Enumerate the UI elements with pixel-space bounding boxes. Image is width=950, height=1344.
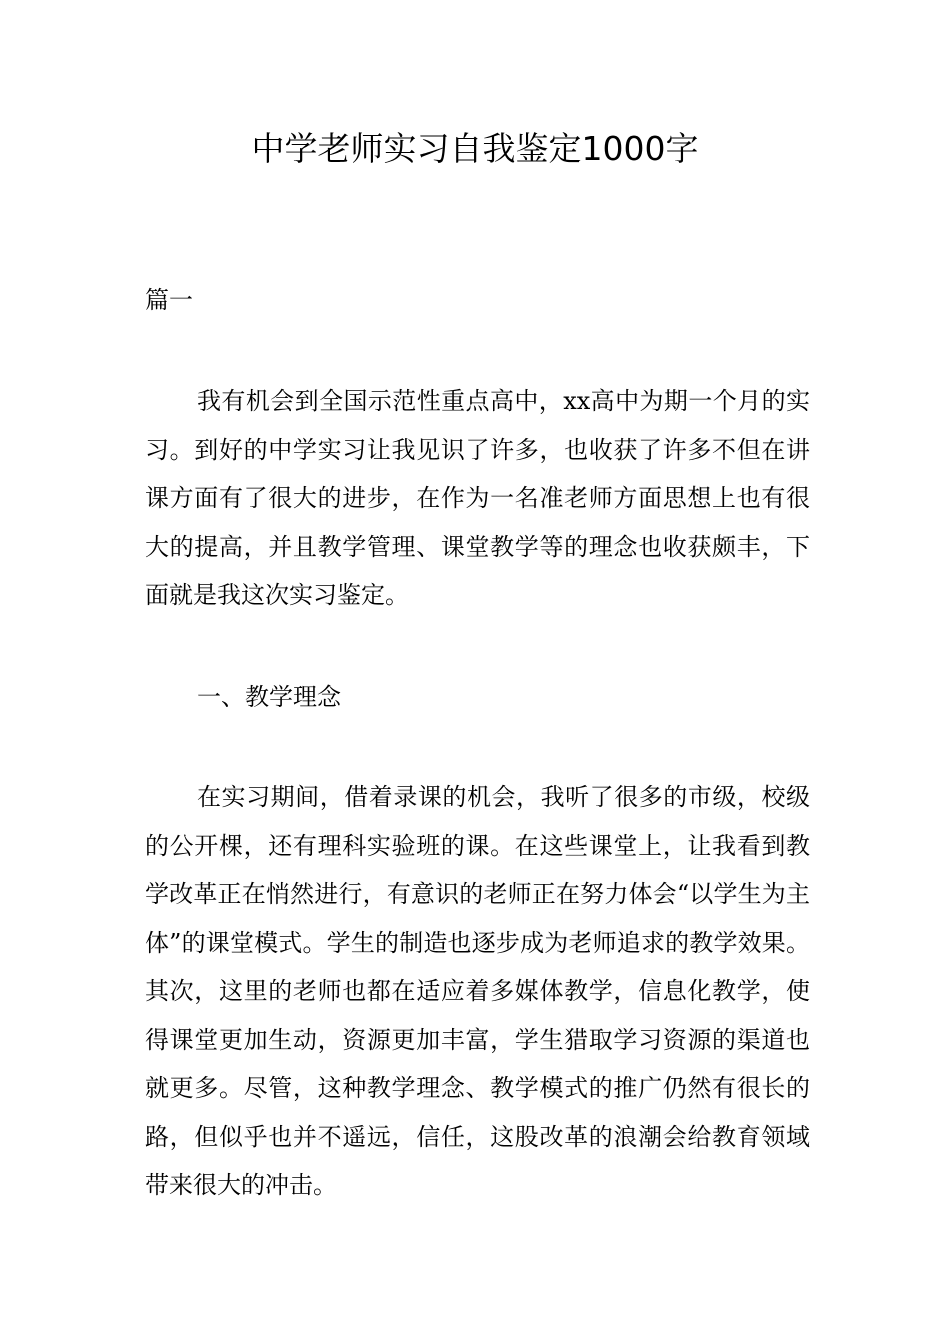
paragraph-intro: 我有机会到全国示范性重点高中，xx高中为期一个月的实习。到好的中学实习让我见识了许多，也收获了许多不但在讲课方面有了很大的进步，在作为一名准老师方面思想上也有很大的提高，并且教学管理、课堂教学等的理念也收获颇丰，下面就是我这次实习鉴定。 xyxy=(145,387,810,609)
subheading-teaching-philosophy: 一、教学理念 xyxy=(197,683,341,711)
document-title: 中学老师实习自我鉴定1000字 xyxy=(251,129,699,168)
paragraph-teaching-philosophy: 在实习期间，借着录课的机会，我听了很多的市级，校级的公开棵，还有理科实验班的课。在这些课堂上，让我看到教学改革正在悄然进行，有意识的老师正在努力体会“以学生为主体”的课堂模式。学生的制造也逐步成为老师追求的教学效果。其次，这里的老师也都在适应着多媒体教学，信息化教学，使得课堂更加生动，资源更加丰富，学生猎取学习资源的渠道也就更多。尽管，这种教学理念、教学模式的推广仍然有很长的路，但似乎也并不遥远，信任，这股改革的浪潮会给教育领域带来很大的冲击。 xyxy=(145,783,810,1199)
section-label: 篇一 xyxy=(145,286,193,314)
